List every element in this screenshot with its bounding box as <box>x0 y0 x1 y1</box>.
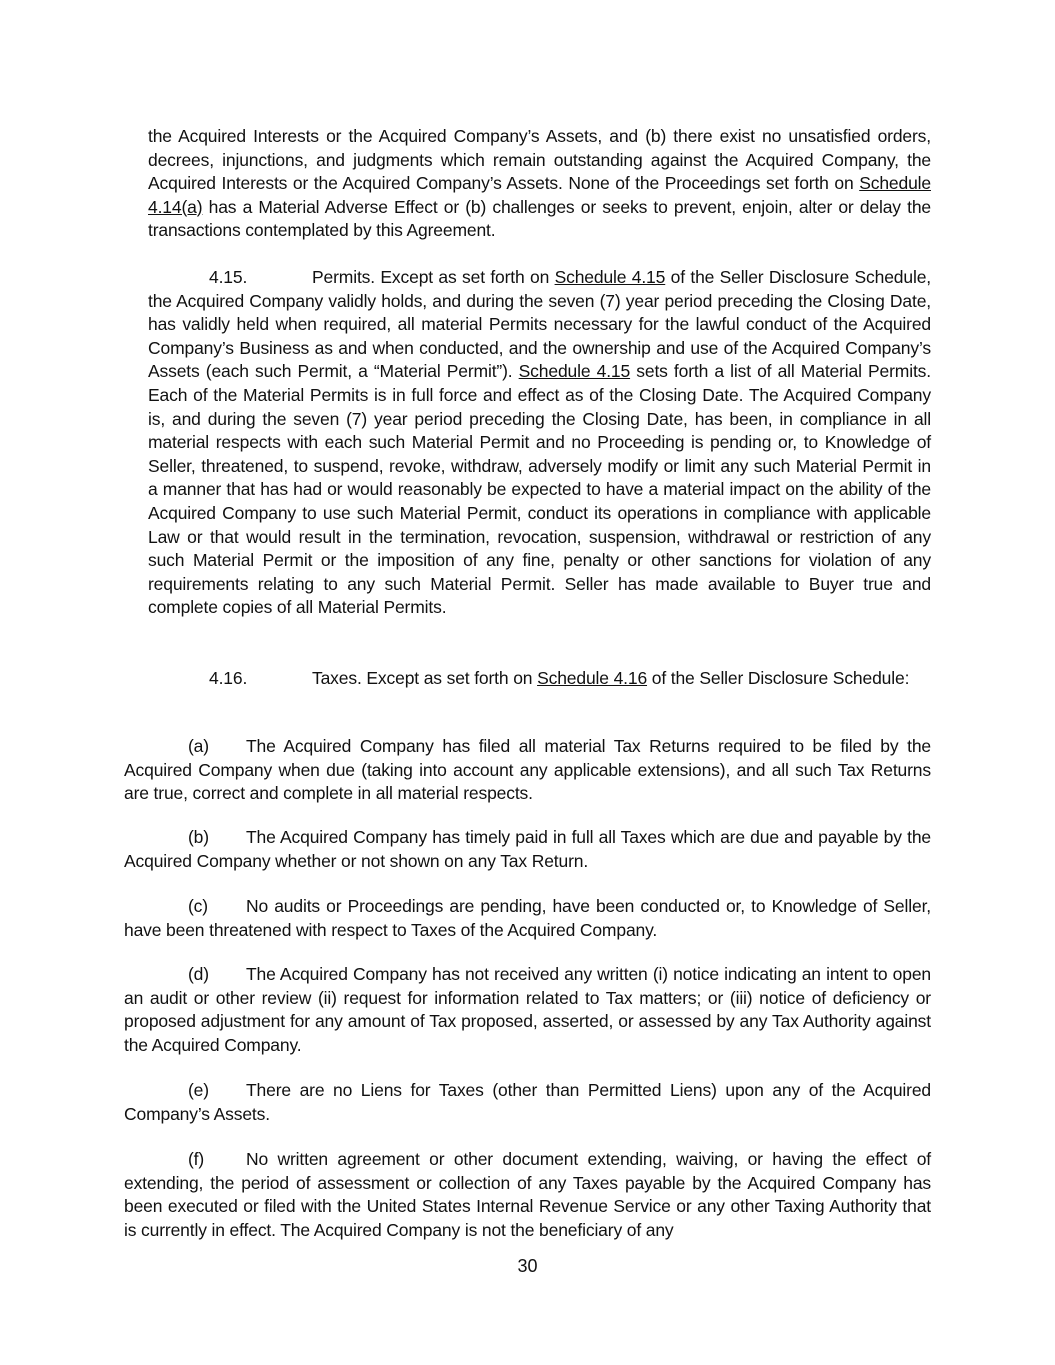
paragraph-text: of the Seller Disclosure Schedule: <box>647 668 910 688</box>
section-number: 4.15. <box>209 267 248 287</box>
paragraph-text: Except as set forth on <box>361 668 538 688</box>
page-number: 30 <box>517 1256 538 1276</box>
tax-item-c <box>124 895 931 942</box>
schedule-reference: Schedule 4.15 <box>554 267 666 287</box>
item-text: No written agreement or other document extending, waiving, or having the effect of extending, the period of assessment or collection of any Taxes payable by the Acquired Company has been executed or filed with the United States Internal Revenue Service or any other Taxing Authority that is currently in effect. The Acquired Company is not the beneficiary of any <box>124 1149 931 1240</box>
schedule-reference: Schedule 4.14(a) <box>148 173 931 217</box>
paragraph-text: sets forth a list of all Material Permits. Each of the Material Permits is in full force and effect as of the Closing Date. The Acquired Company is, and during the seven (7) year period preceding the Closing Date, has been, in compliance in all material respects with each such Material Permit and no Proceeding is pending or, to Knowledge of Seller, threatened, to suspend, revoke, withdraw, adversely modify or limit any such Material Permit in a manner that has had or would reasonably be expected to have a material impact on the ability of the Acquired Company to use such Material Permit, conduct its operations in compliance with applicable Law or that would result in the termination, revocation, suspension, withdrawal or restriction of any such Material Permit or the imposition of any fine, penalty or other sanctions for violation of any requirements relating to any such Material Permit. Seller has made available to Buyer true and complete copies of all Material Permits. <box>148 361 931 618</box>
item-label: (d) <box>188 964 209 984</box>
item-text: The Acquired Company has timely paid in full all Taxes which are due and payable by the Acquired Company whether or not shown on any Tax Return. <box>124 827 931 871</box>
section-4-15 <box>148 266 931 620</box>
tax-item-e <box>124 1079 931 1126</box>
schedule-reference: Schedule 4.16 <box>537 668 648 688</box>
section-4-16 <box>148 667 931 691</box>
tax-item-f <box>124 1148 931 1242</box>
item-text: The Acquired Company has filed all material Tax Returns required to be filed by the Acquired Company when due (taking into account any applicable extensions), and all such Tax Returns are true, correct and complete in all material respects. <box>124 736 931 804</box>
tax-item-a <box>124 735 931 806</box>
paragraph-continuation <box>148 125 931 243</box>
item-text: No audits or Proceedings are pending, have been conducted or, to Knowledge of Seller, have been threatened with respect to Taxes of the Acquired Company. <box>124 896 931 940</box>
tax-item-b <box>124 826 931 873</box>
item-text: The Acquired Company has not received any written (i) notice indicating an intent to open an audit or other review (ii) request for information related to Tax matters; or (iii) notice of deficiency or proposed adjustment for any amount of Tax proposed, asserted, or assessed by any Tax Authority against the Acquired Company. <box>124 964 931 1055</box>
item-label: (a) <box>188 736 209 756</box>
tax-item-d <box>124 963 931 1057</box>
item-label: (c) <box>188 896 208 916</box>
paragraph-text: Except as set forth on <box>374 267 555 287</box>
paragraph-text: of the Seller Disclosure Schedule, the Acquired Company validly holds, and during the seven (7) year period preceding the Closing Date, has validly held when required, all material Permits necessary for the lawful conduct of the Acquired Company’s Business as and when conducted, and the ownership and use of the Acquired Company’s Assets (each such Permit, a “Material Permit”). <box>148 267 931 382</box>
section-heading: Permits. <box>312 267 375 287</box>
section-heading: Taxes. <box>312 668 362 688</box>
schedule-reference: Schedule 4.15 <box>518 361 631 382</box>
item-label: (e) <box>188 1080 209 1100</box>
item-label: (f) <box>188 1149 205 1169</box>
paragraph-text: has a Material Adverse Effect or (b) challenges or seeks to prevent, enjoin, alter or delay the transactions contemplated by this Agreement. <box>148 196 931 241</box>
item-text: There are no Liens for Taxes (other than Permitted Liens) upon any of the Acquired Company’s Assets. <box>124 1080 931 1124</box>
paragraph-text: the Acquired Interests or the Acquired Company’s Assets, and (b) there exist no unsatisfied orders, decrees, injunctions, and judgments which remain outstanding against the Acquired Company, the Acquired Interests or the Acquired Company’s Assets. None of the Proceedings set forth on <box>148 126 931 194</box>
section-number: 4.16. <box>209 668 248 688</box>
item-label: (b) <box>188 827 209 847</box>
